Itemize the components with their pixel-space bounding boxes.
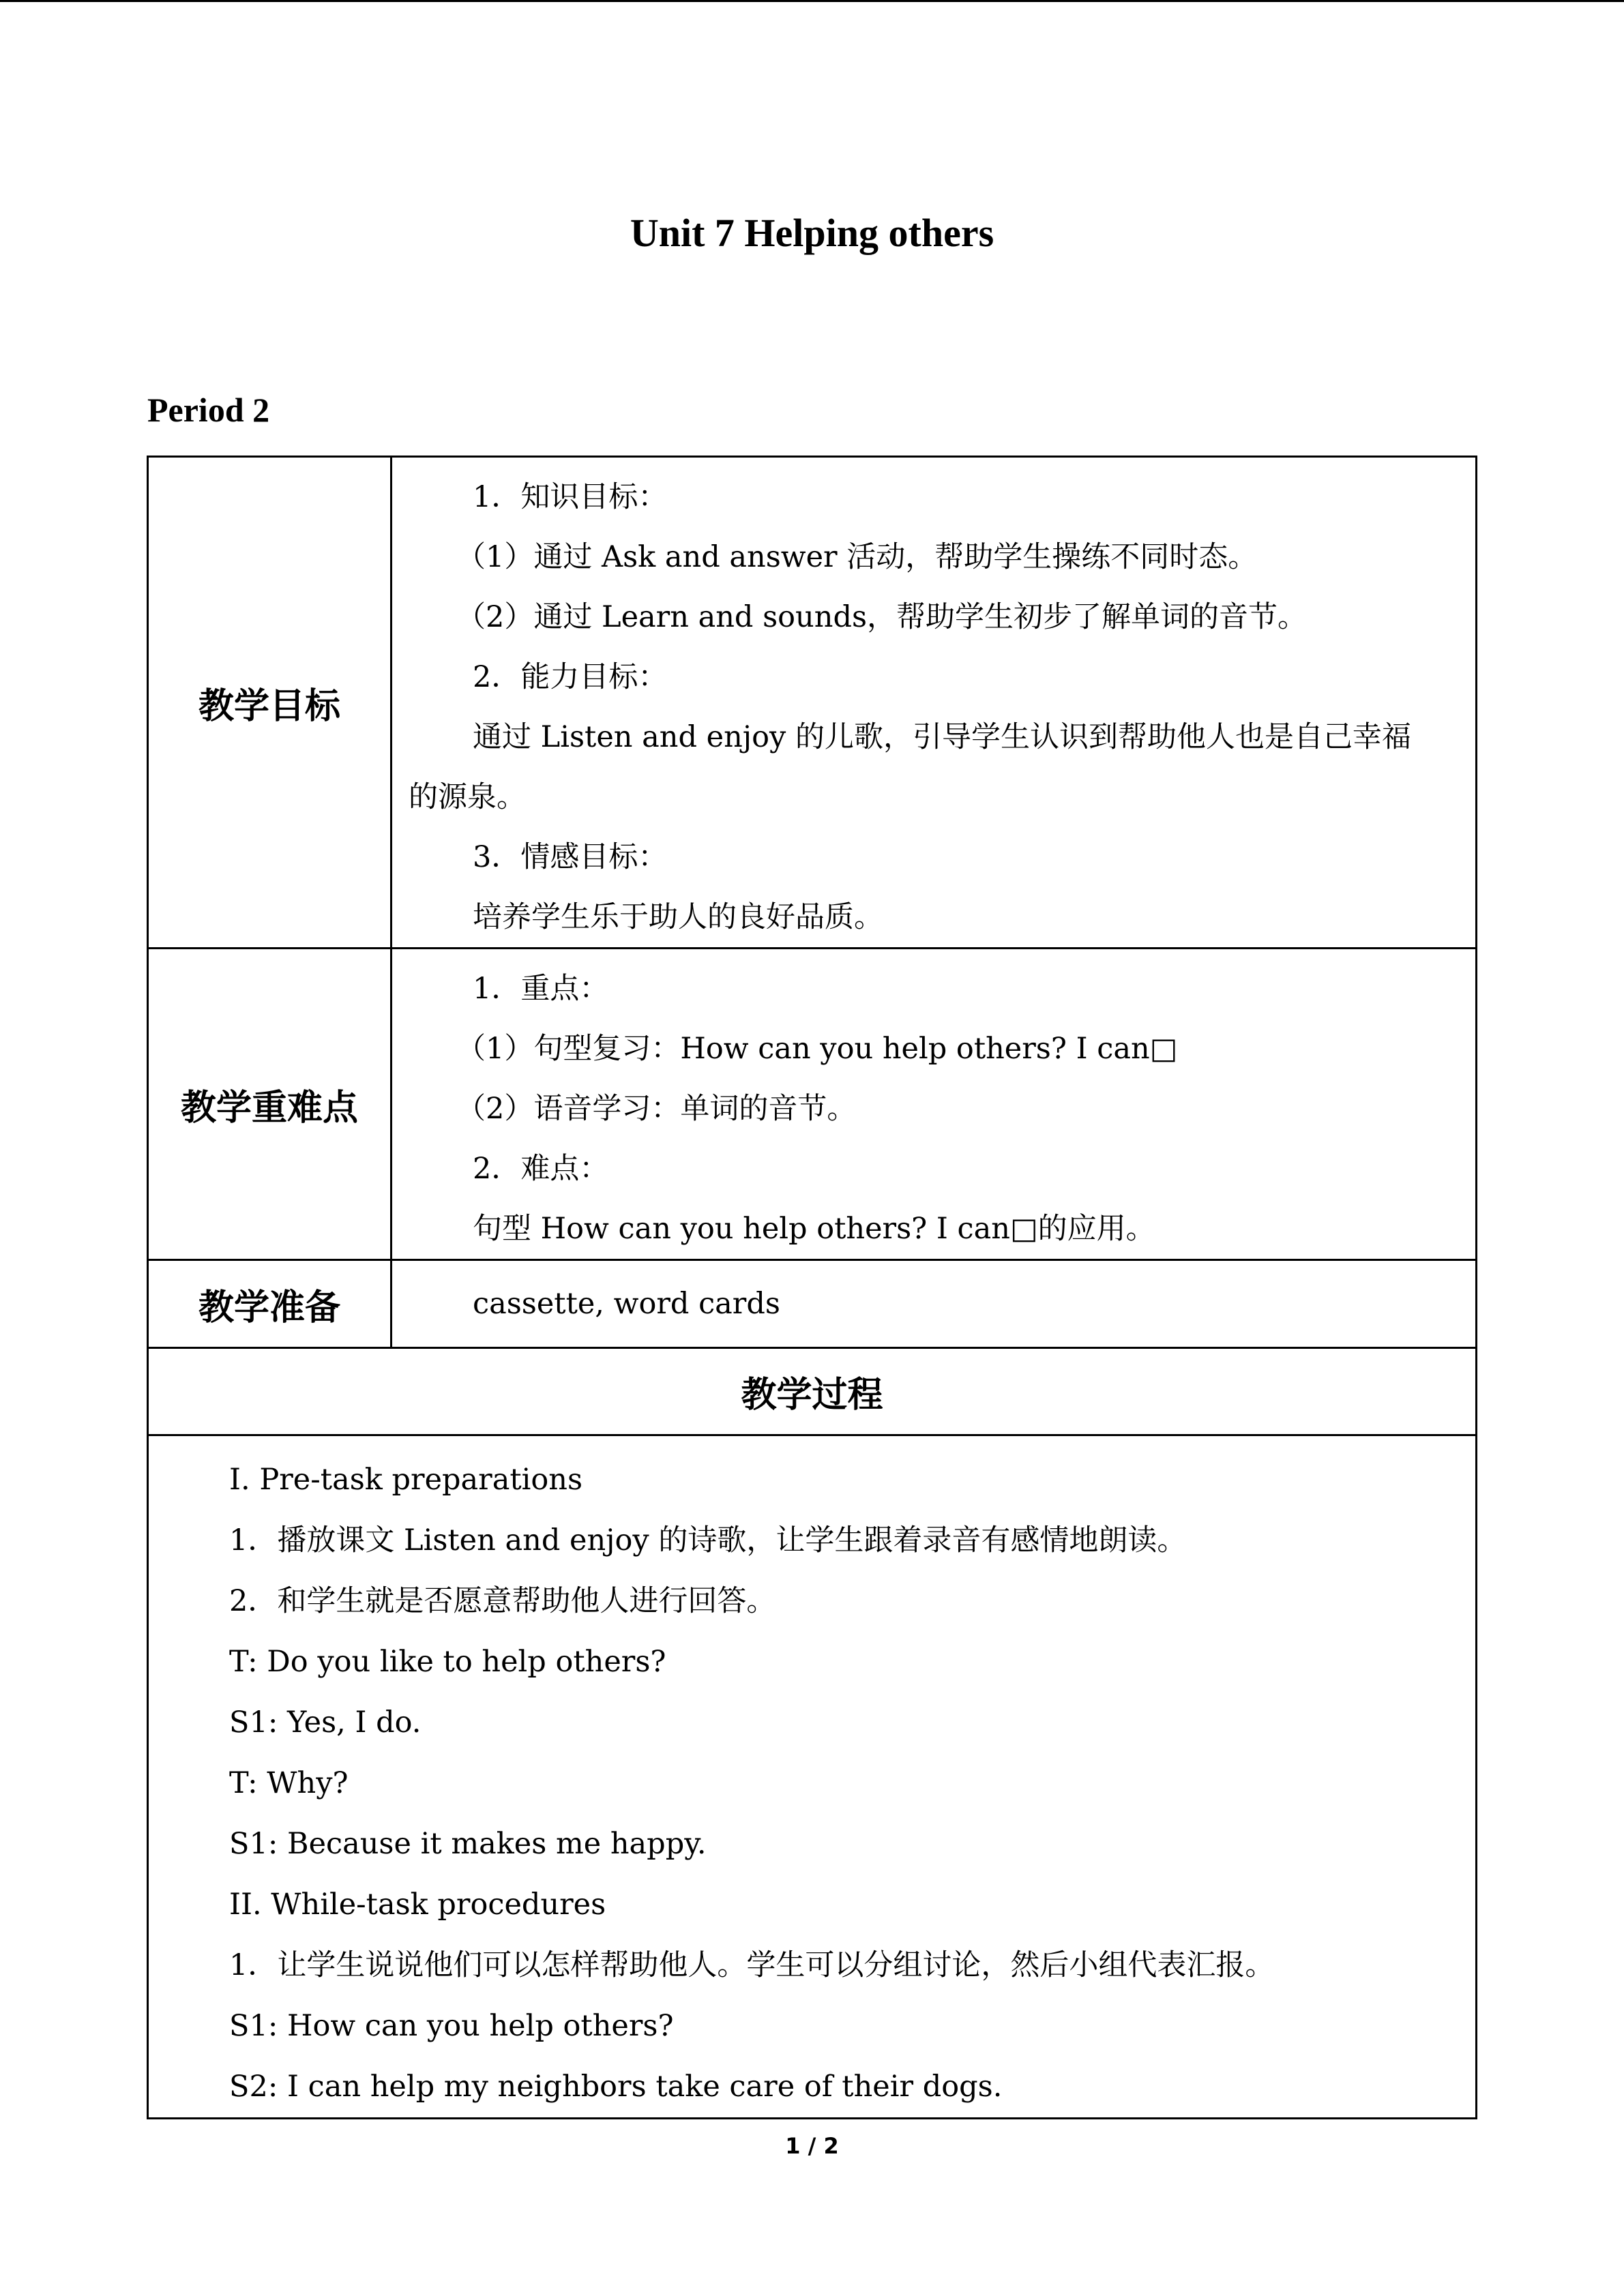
goals-line: 的源泉。 — [409, 780, 526, 814]
teaching-goals-label: 教学目标 — [148, 457, 392, 949]
process-line: 2．和学生就是否愿意帮助他人进行回答。 — [229, 1584, 776, 1618]
process-line: S2: I can help my neighbors take care of their dogs. — [229, 2070, 1003, 2104]
process-title: 教学过程 — [148, 1348, 1477, 1435]
goals-line: （1）通过 Ask and answer 活动，帮助学生操练不同时态。 — [456, 540, 1258, 574]
goals-line: 培养学生乐于助人的良好品质。 — [473, 900, 883, 934]
process-line: T: Why? — [229, 1766, 349, 1800]
key-points-label: 教学重难点 — [148, 949, 392, 1260]
process-line: S1: Because it makes me happy. — [229, 1827, 707, 1861]
goals-line: 通过 Listen and enjoy 的儿歌，引导学生认识到帮助他人也是自己幸福 — [473, 720, 1411, 754]
document-title: Unit 7 Helping others — [630, 211, 994, 255]
process-row — [148, 1435, 1477, 2119]
key-points-row — [148, 949, 1477, 1260]
top-border-line — [0, 0, 1624, 2]
key-points-line: 1．重点： — [473, 972, 609, 1006]
period-heading: Period 2 — [147, 391, 270, 429]
key-points-line: （1）句型复习：How can you help others? I can□ — [456, 1032, 1178, 1066]
goals-line: 1．知识目标： — [473, 480, 668, 514]
goals-line: 2．能力目标： — [473, 660, 668, 694]
key-points-line: 句型 How can you help others? I can□的应用。 — [473, 1212, 1155, 1246]
lesson-plan-table — [147, 456, 1477, 2119]
key-points-line: 2．难点： — [473, 1152, 609, 1186]
process-line: II. While-task procedures — [229, 1888, 606, 1922]
process-line: 1．播放课文 Listen and enjoy 的诗歌，让学生跟着录音有感情地朗读。 — [229, 1523, 1187, 1557]
teaching-goals-row — [148, 457, 1477, 949]
teaching-goals-content — [392, 457, 1477, 949]
preparation-label: 教学准备 — [148, 1260, 392, 1348]
preparation-value: cassette, word cards — [392, 1260, 1477, 1348]
process-line: S1: How can you help others? — [229, 2009, 674, 2043]
process-line: S1: Yes, I do. — [229, 1705, 422, 1740]
process-line: I. Pre-task preparations — [229, 1463, 583, 1497]
process-title-row — [148, 1348, 1477, 1435]
key-points-content — [392, 949, 1477, 1260]
key-points-line: （2）语音学习：单词的音节。 — [456, 1092, 857, 1126]
process-line: 1．让学生说说他们可以怎样帮助他人。学生可以分组讨论，然后小组代表汇报。 — [229, 1948, 1275, 1982]
process-line: T: Do you like to help others? — [229, 1645, 666, 1679]
page-number: 1 / 2 — [785, 2133, 839, 2159]
goals-line: （2）通过 Learn and sounds，帮助学生初步了解单词的音节。 — [456, 600, 1308, 634]
goals-line: 3．情感目标： — [473, 840, 668, 874]
process-content — [148, 1435, 1477, 2119]
preparation-row — [148, 1260, 1477, 1348]
